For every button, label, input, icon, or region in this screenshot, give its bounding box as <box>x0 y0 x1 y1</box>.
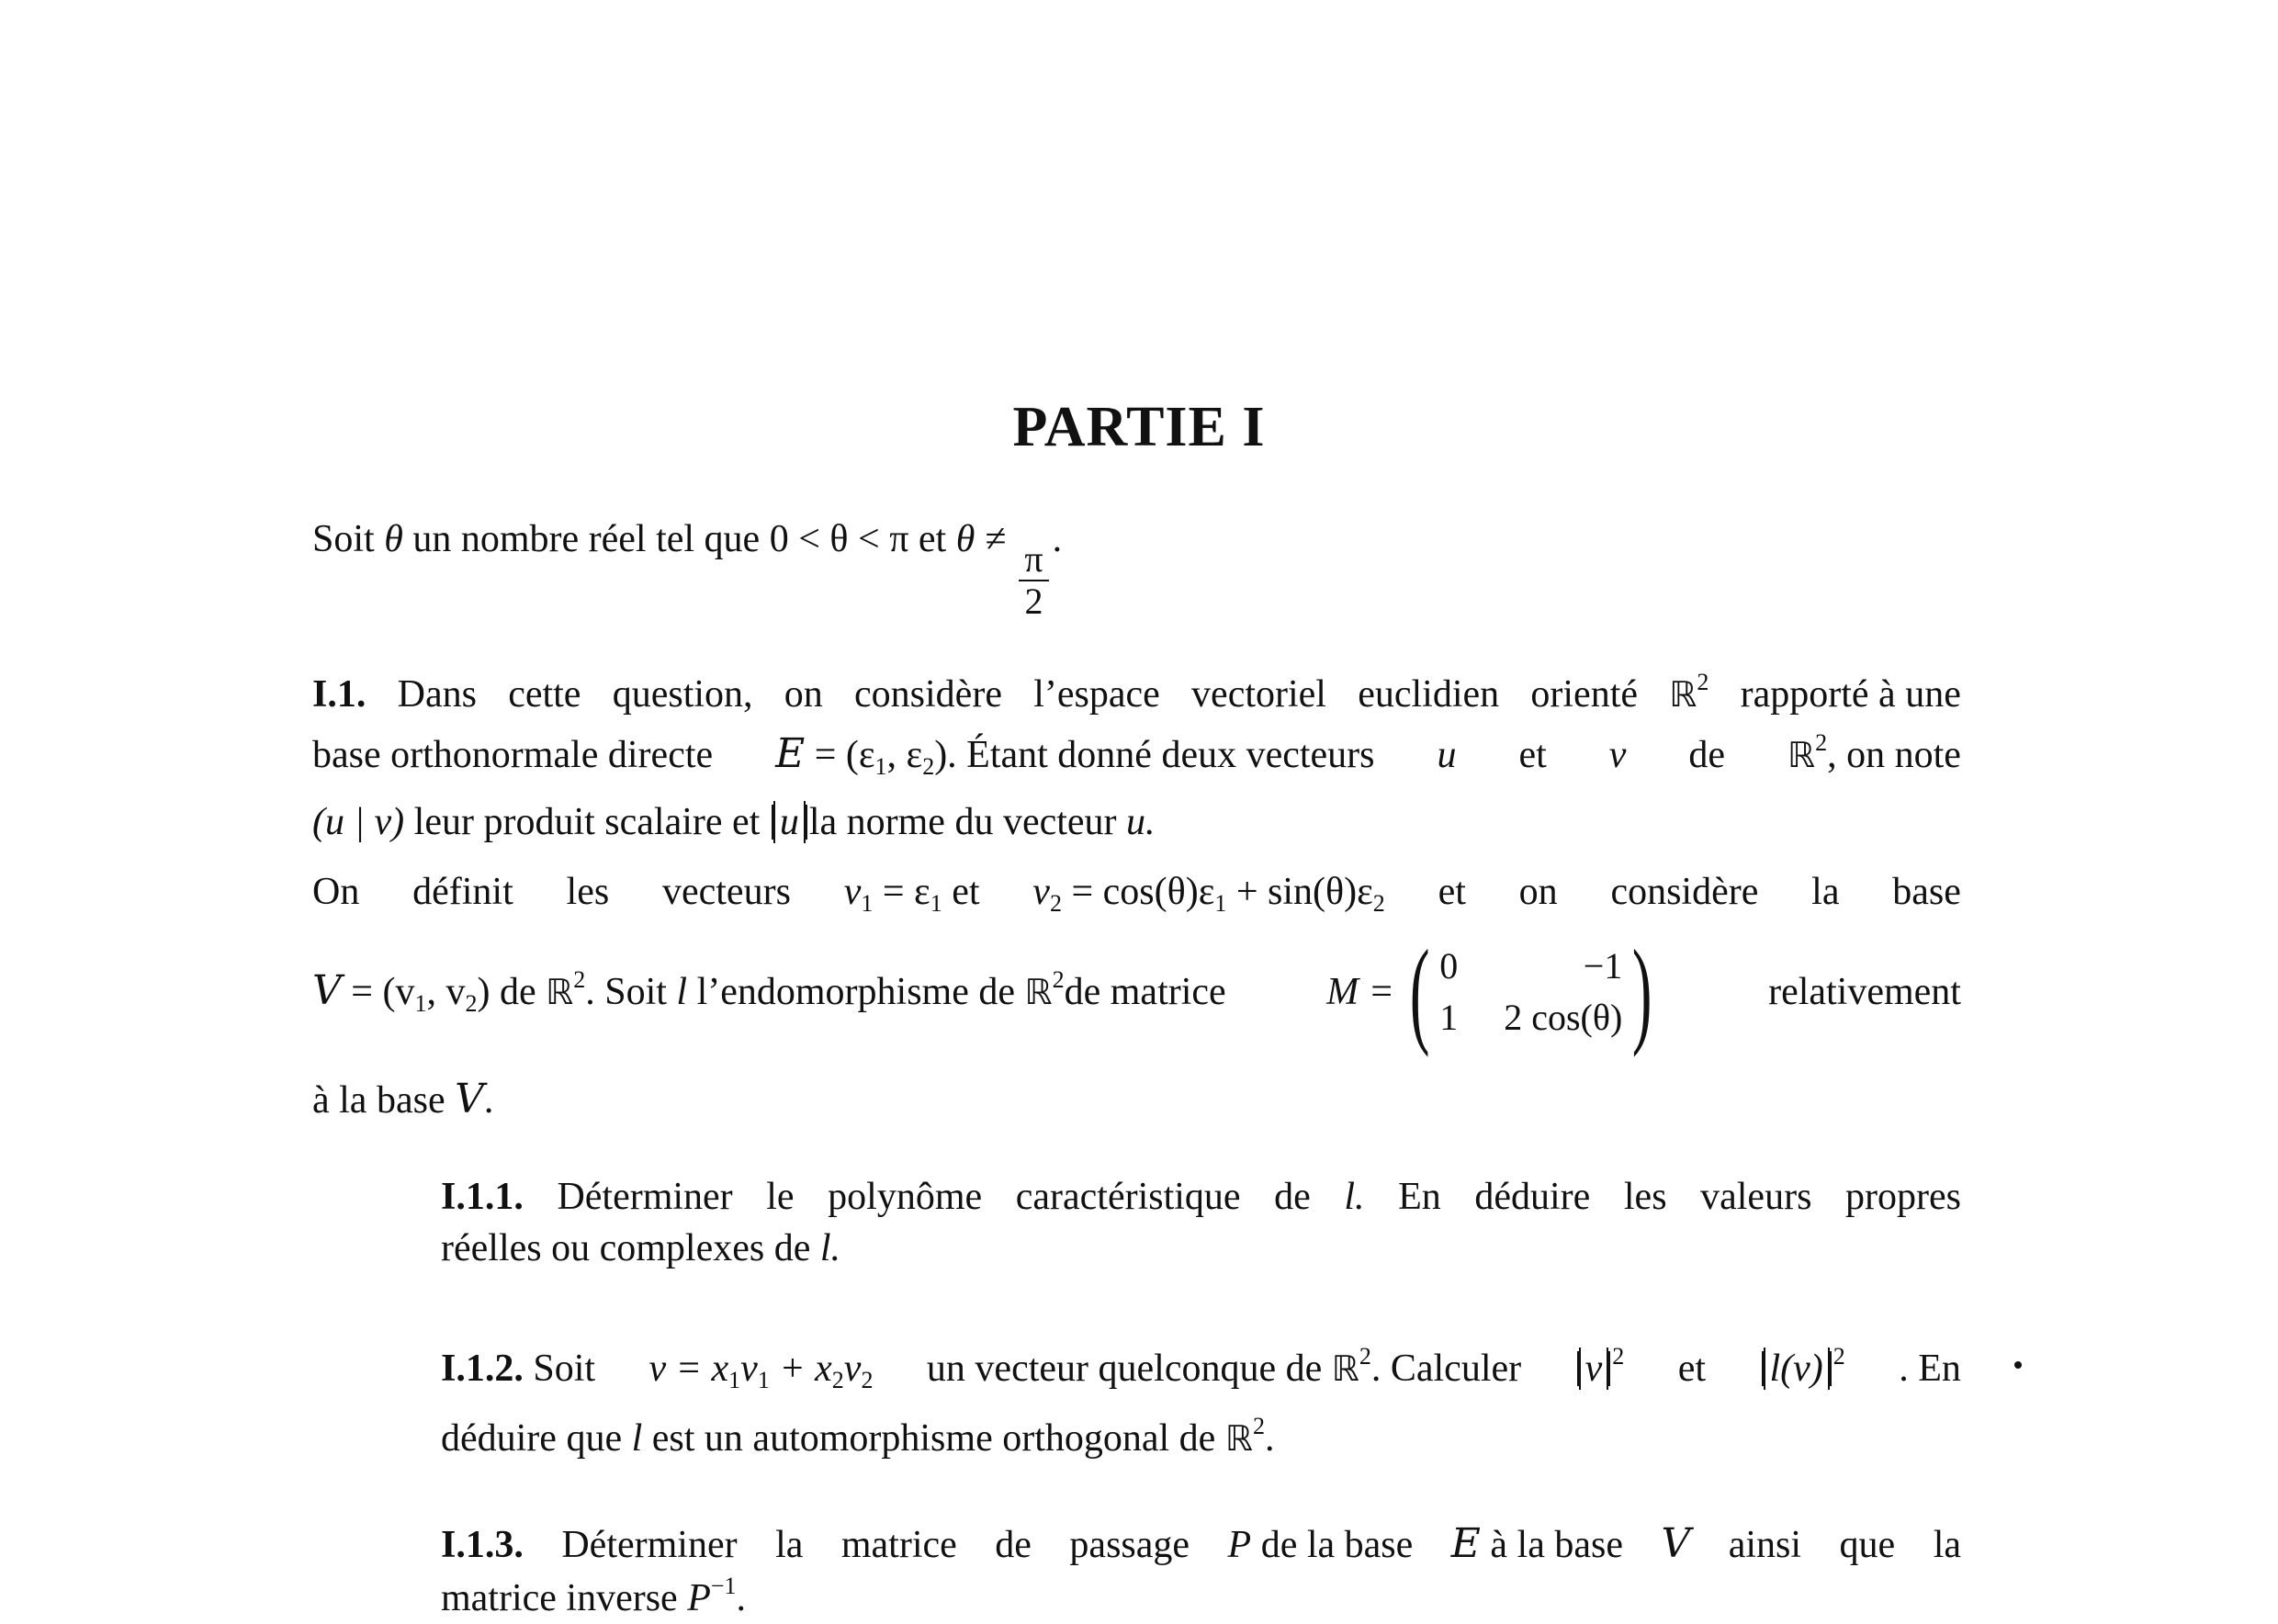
q112-line2: déduire que l est un automorphisme orthogonal de ℝ$^2$. <box>441 1413 1275 1460</box>
question-label: I.1.2. <box>441 1348 524 1390</box>
question-label: I.1. <box>312 673 367 716</box>
matrix-cell: 0 <box>1439 945 1459 987</box>
q1-line1: I.1. Dans cette question, on considère l’espace vectoriel euclidien orienté ℝ$^2$ rapporté à une <box>312 667 1961 720</box>
intro-line: Soit θ un nombre réel tel que 0 < θ < π et θ ≠ $\frac{\pi}{2}$ . <box>312 518 1063 622</box>
norm-u: u <box>773 801 806 843</box>
section-title: PARTIE I <box>1012 396 1266 458</box>
q1-line2: base orthonormale directe E = (ε1, ε2). Étant donné deux vecteurs u et v de ℝ$^2$, on note <box>312 729 1961 780</box>
question-label: I.1.3. <box>441 1524 524 1566</box>
matrix-M: ( 0 −1 1 2 cos(θ) ) <box>1409 926 1652 1058</box>
q111-line1: I.1.1. Déterminer le polynôme caractéristique de l. En déduire les valeurs propres <box>441 1172 1961 1223</box>
q112-line1: I.1.2. Soit v = x1v1 + x2v2 un vecteur quelconque de ℝ$^2$. Calculer v $^2$ et l(v) $^2$ . En <box>441 1343 1961 1393</box>
stray-mark <box>2014 1361 2022 1369</box>
q111-line2: réelles ou complexes de l. <box>441 1227 841 1269</box>
q1-line6: à la base V. <box>312 1076 494 1122</box>
q1-line4: On définit les vecteurs v1 = ε1 et v2 = cos(θ)ε1 + sin(θ)ε2 et on considère la base <box>312 871 1961 917</box>
matrix-cell: −1 <box>1583 945 1623 987</box>
matrix-cell: 1 <box>1439 997 1459 1038</box>
q113-line1: I.1.3. Déterminer la matrice de passage P de la base E à la base V ainsi que la <box>441 1517 1961 1571</box>
q1-line5: V = (v1, v2) de ℝ$^2$. Soit l l’endomorphisme de ℝ$^2$de matrice M = ( 0 −1 1 2 cos(θ) ) relativement <box>312 926 1961 1058</box>
q113-line2: matrice inverse $P^{-1}$. <box>441 1573 747 1619</box>
q1-line3: (u | v) leur produit scalaire et u la norme du vecteur u. <box>312 801 1156 843</box>
matrix-cell: 2 cos(θ) <box>1504 997 1623 1038</box>
question-label: I.1.1. <box>441 1176 524 1218</box>
norm-l-v: l(v) <box>1764 1348 1830 1390</box>
pi-over-two-fraction: $\frac{\pi}{2}$ <box>1019 539 1048 622</box>
norm-v: v <box>1579 1348 1609 1390</box>
